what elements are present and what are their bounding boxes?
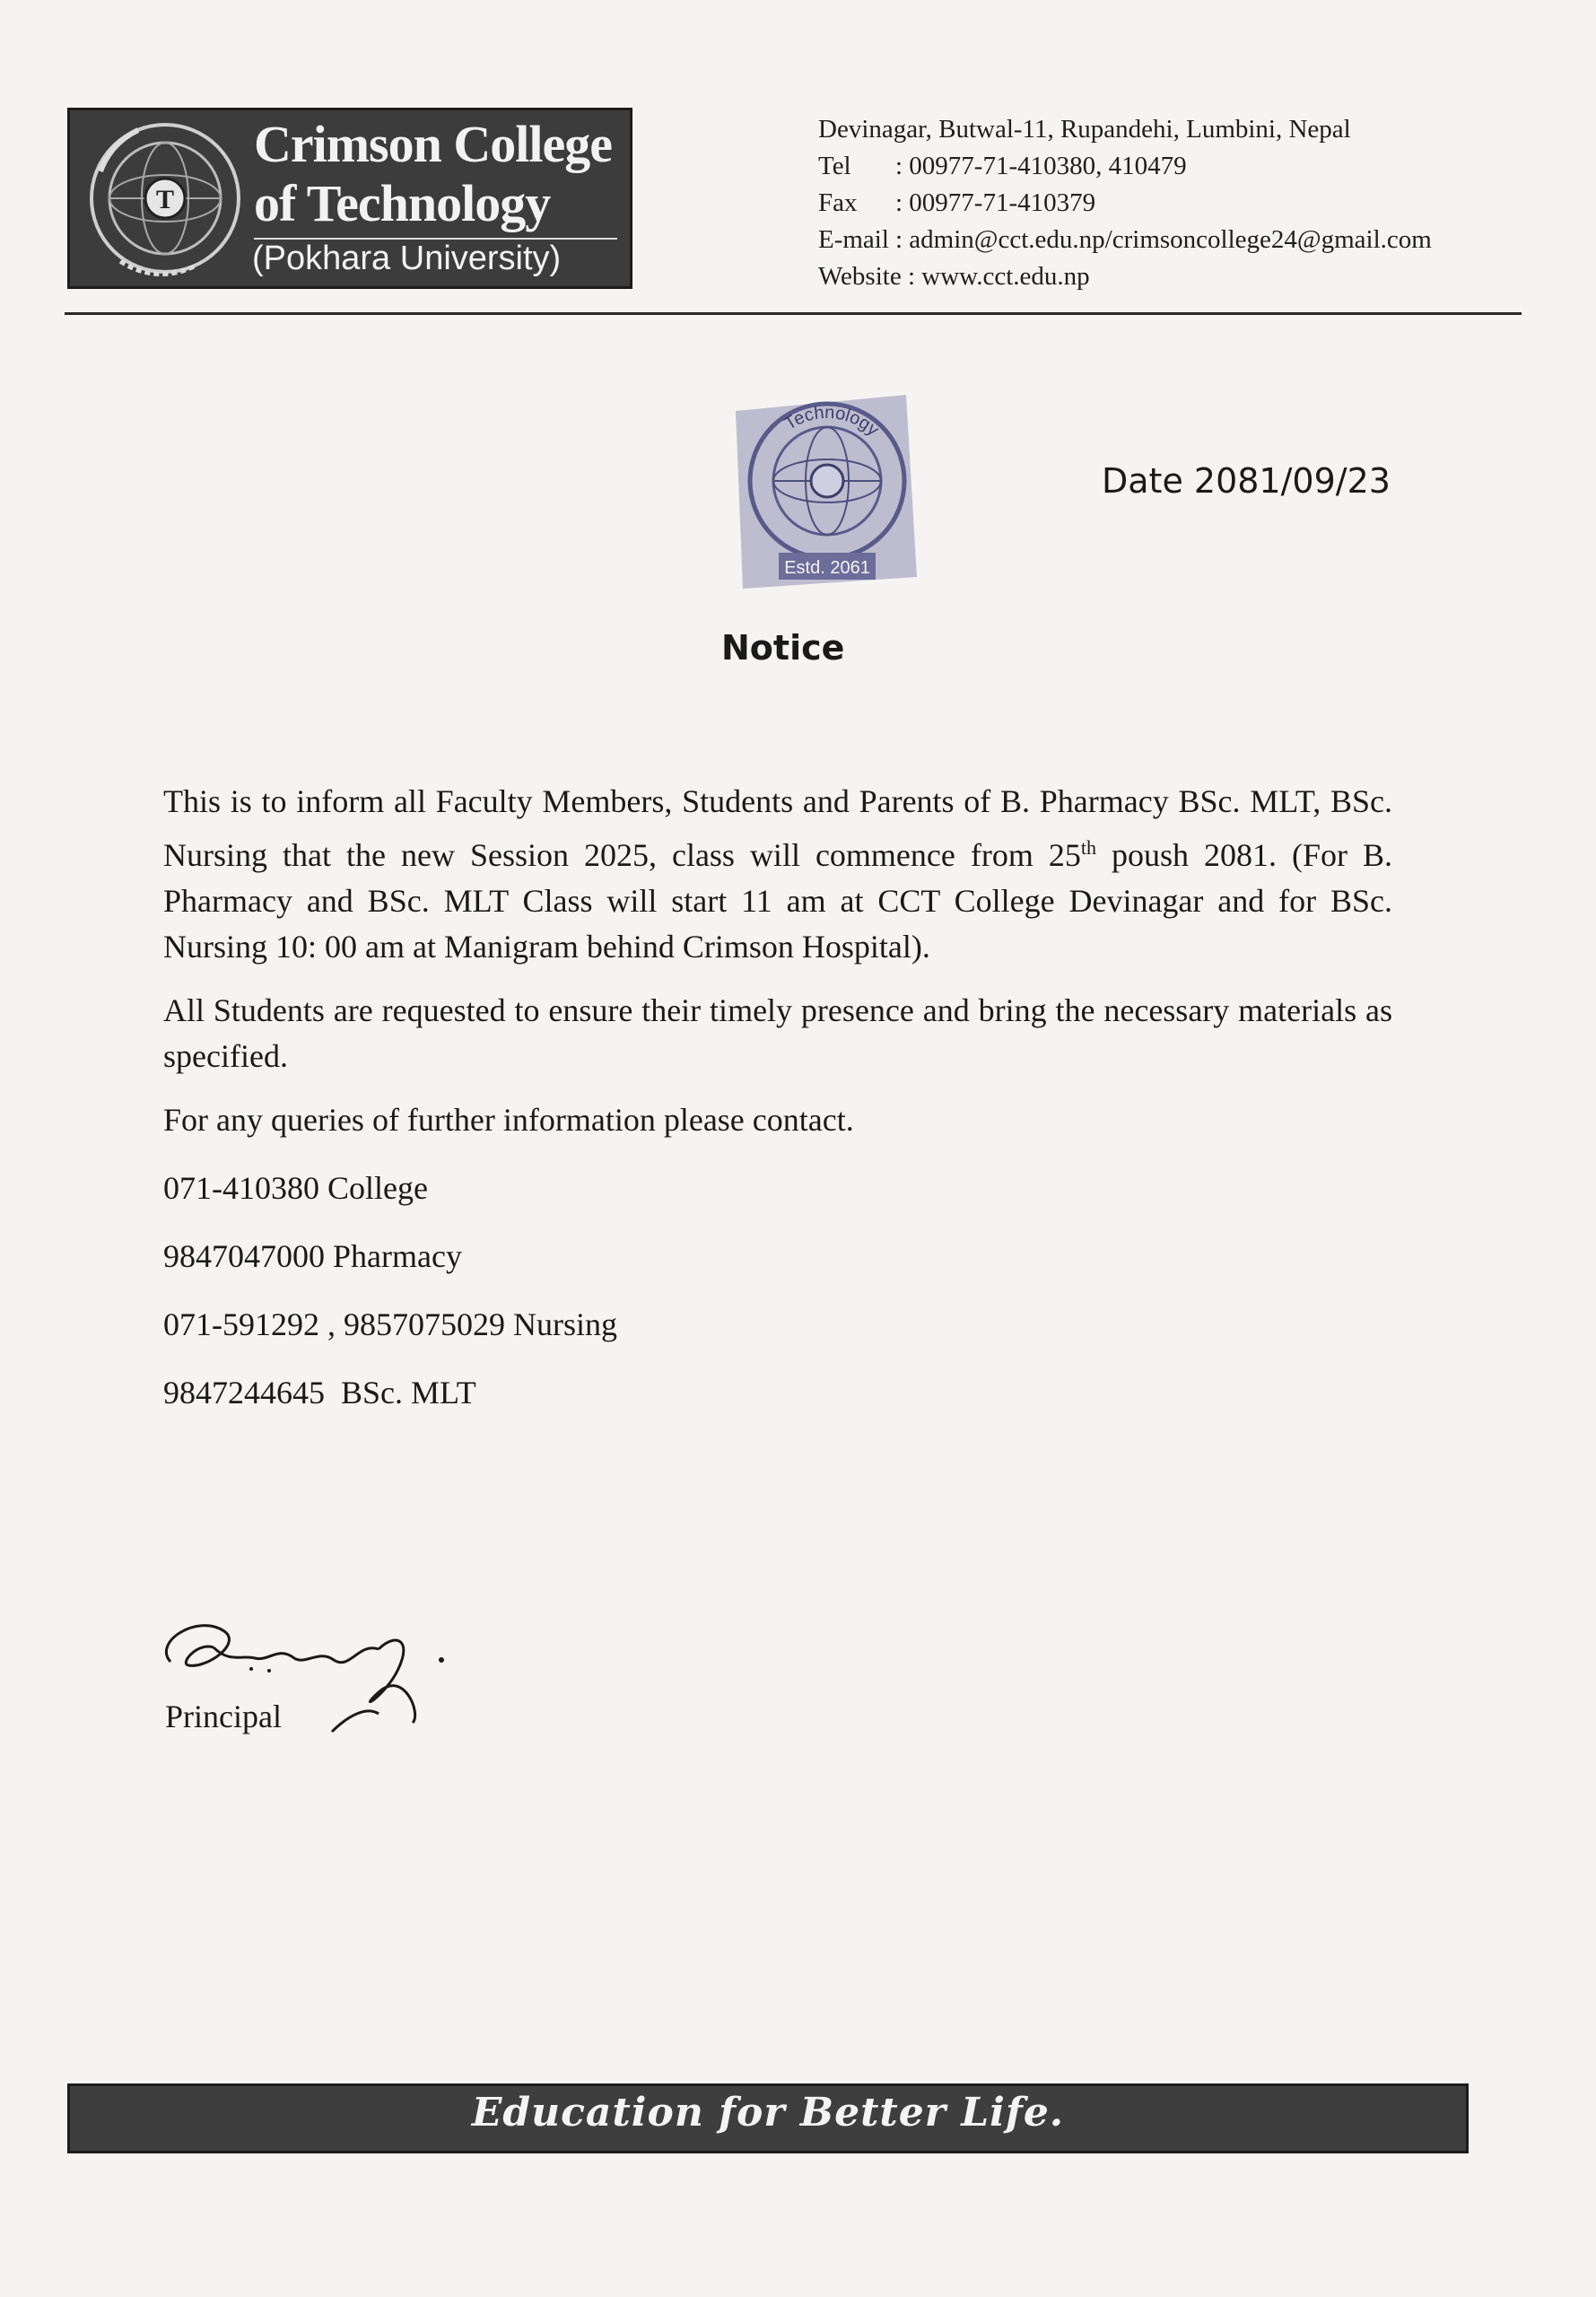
- header-divider: [65, 312, 1522, 315]
- notice-body: [163, 779, 1392, 1438]
- college-emblem-icon: [84, 118, 246, 279]
- stamp-estd-text: Estd. 2061: [784, 558, 870, 578]
- stamp-top-text: Technology: [781, 402, 883, 441]
- college-logo: [67, 108, 632, 289]
- email-label: E-mail: [818, 225, 889, 254]
- notice-date: Date 2081/09/23: [1102, 461, 1391, 501]
- contact-email: [818, 222, 1432, 258]
- tel-label: Tel: [818, 152, 851, 180]
- contact-website: Website : www.cct.edu.np: [818, 262, 1090, 291]
- announcement-text-part2: poush 2081. (For B. Pharmacy and BSc. MLT Class will start 11 am at CCT College Devinagar and for BSc. Nursing 10: 00 am at Manigram behind Crimson Hospital).: [163, 837, 1392, 965]
- contact-address: Devinagar, Butwal-11, Rupandehi, Lumbini, Nepal: [818, 115, 1351, 144]
- footer-band: [67, 2083, 1469, 2153]
- principal-label: Principal: [165, 1699, 282, 1734]
- paragraph-announcement: [163, 779, 1392, 970]
- announcement-ordinal-suffix: th: [1080, 836, 1096, 859]
- logo-text-line1: Crimson College: [254, 115, 612, 173]
- paragraph-queries: For any queries of further information please contact.: [163, 1102, 854, 1138]
- logo-text-line2: of Technology: [254, 174, 551, 232]
- contact-fax: [818, 185, 1432, 222]
- email-value: : admin@cct.edu.np/crimsoncollege24@gmail.com: [895, 225, 1432, 254]
- logo-text-line3: (Pokhara University): [252, 240, 562, 277]
- notice-title: Notice: [721, 628, 845, 668]
- tel-value: : 00977-71-410380, 410479: [895, 152, 1187, 180]
- contact-line-pharmacy: 9847047000 Pharmacy: [163, 1238, 462, 1274]
- contact-line-mlt: 9847244645 BSc. MLT: [163, 1375, 476, 1411]
- svg-text:T: T: [155, 185, 175, 214]
- announcement-text-part1: This is to inform all Faculty Members, Students and Parents of B. Pharmacy BSc. MLT, BSc. Nursing that the new Session 2025, class will commence from 25: [163, 783, 1392, 873]
- contact-block: [818, 111, 1432, 295]
- footer-tagline: Education for Better Life.: [471, 2090, 1065, 2135]
- fax-value: : 00977-71-410379: [895, 188, 1096, 217]
- fax-label: Fax: [818, 188, 858, 217]
- paragraph-request: All Students are requested to ensure their timely presence and bring the necessary materials as specified.: [163, 992, 1392, 1074]
- contact-line-college: 071-410380 College: [163, 1170, 428, 1206]
- college-seal-stamp-icon: [727, 375, 929, 590]
- contact-line-nursing: 071-591292 , 9857075029 Nursing: [163, 1306, 617, 1342]
- contact-tel: [818, 148, 1432, 185]
